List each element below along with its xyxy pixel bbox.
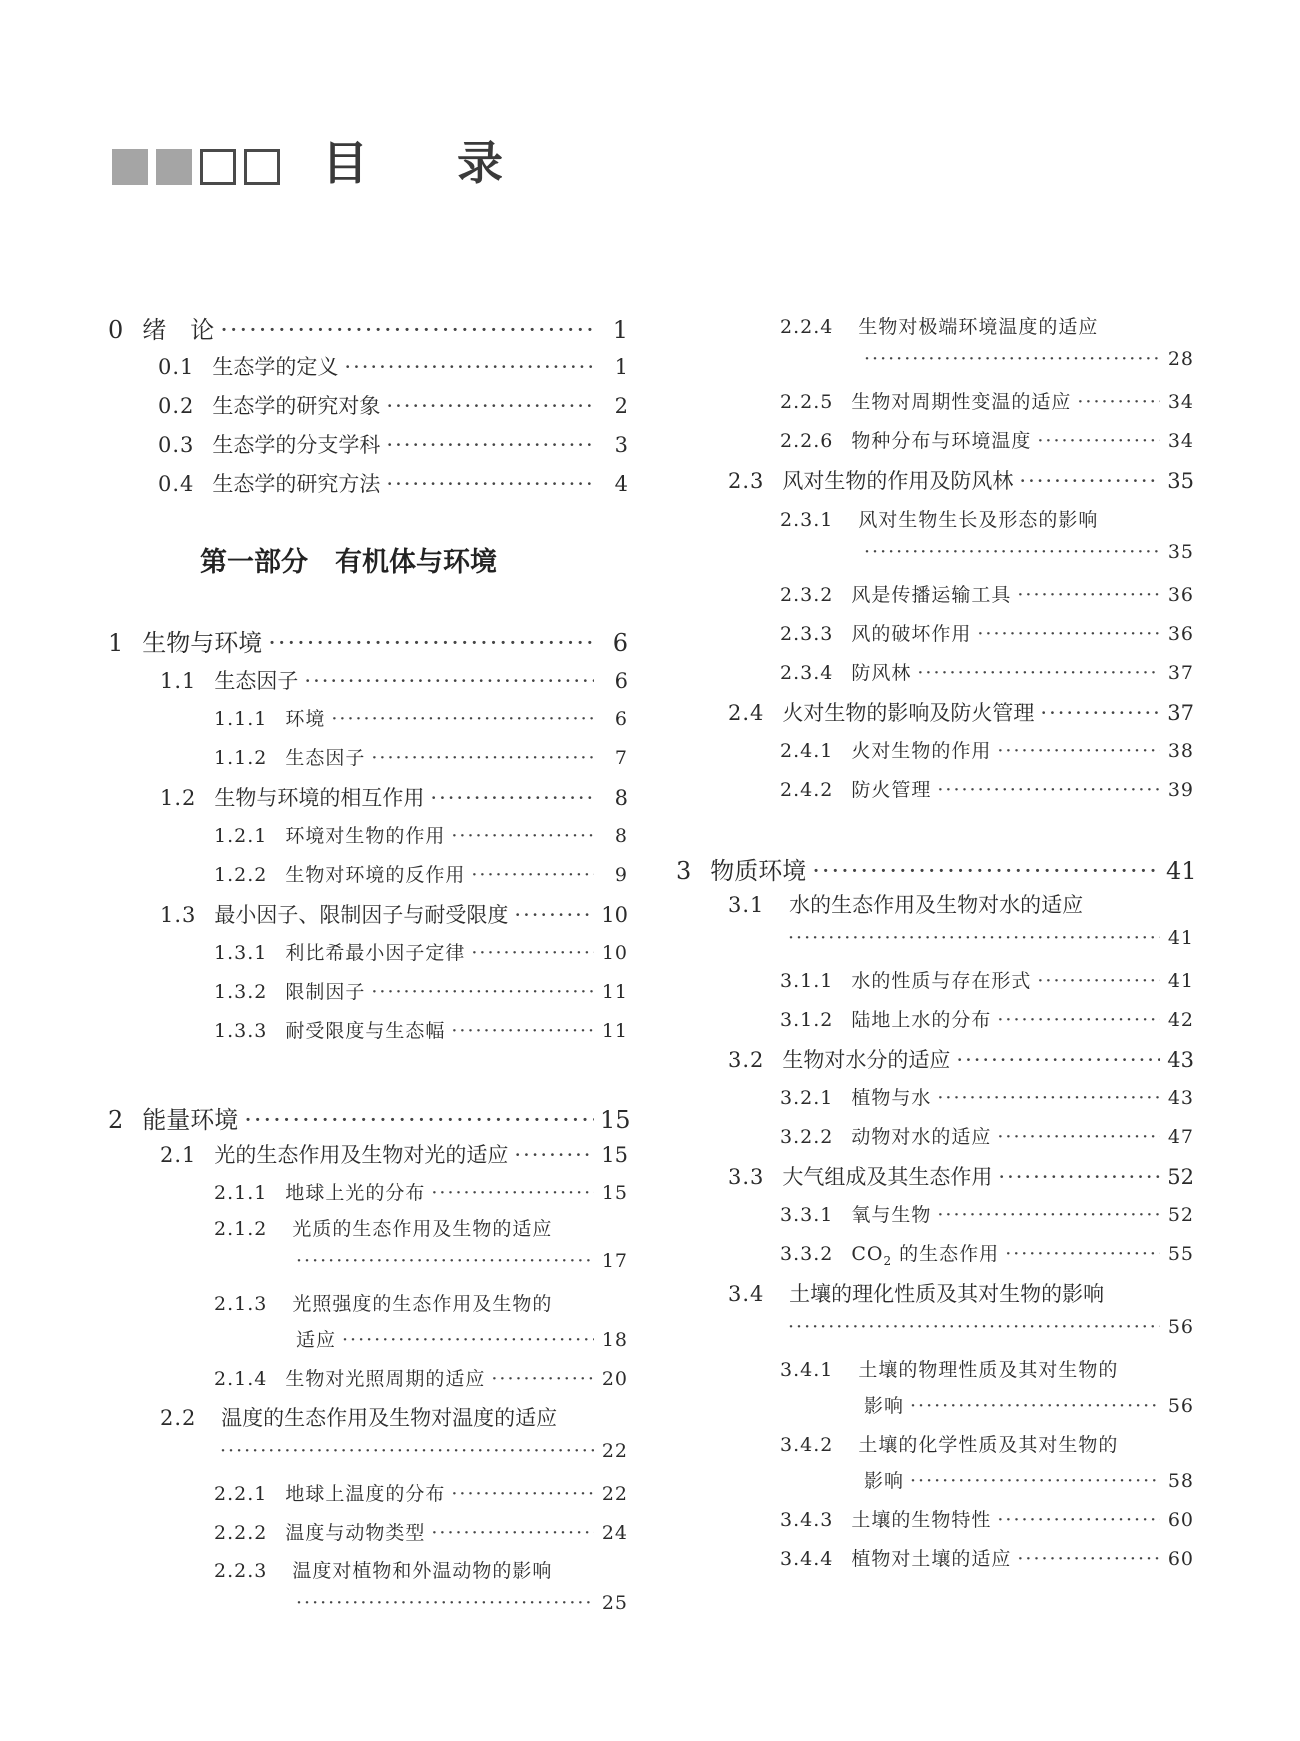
- entry-number: 1.2.2: [214, 864, 268, 886]
- entry-number: 1.3.2: [214, 981, 268, 1003]
- entry-title: 地球上光的分布: [285, 1182, 426, 1204]
- entry-title: 生态学的定义: [212, 355, 339, 379]
- toc-subsection-2-2-4-leader: [864, 348, 1194, 370]
- dot-leader: [268, 629, 594, 657]
- page-number: 52: [1167, 1165, 1194, 1189]
- dot-leader: [917, 662, 1160, 684]
- entry-number: 3.1.1: [780, 970, 834, 992]
- header-icons: [112, 140, 288, 194]
- dot-leader: [220, 1440, 594, 1462]
- entry-title: 土壤的物理性质及其对生物的: [858, 1359, 1119, 1381]
- page-title-part1: 目: [322, 136, 368, 190]
- entry-title: 生态学的分支学科: [212, 433, 381, 457]
- page-number: 42: [1167, 1009, 1194, 1031]
- page-number: 55: [1167, 1243, 1194, 1265]
- page-number: 41: [1167, 927, 1194, 949]
- page-number: 6: [612, 629, 628, 657]
- entry-number: 0.1: [158, 355, 195, 379]
- entry-title: 动物对水的适应: [851, 1126, 992, 1148]
- page-number: 15: [600, 1106, 631, 1134]
- entry-number: 3.3.1: [780, 1204, 834, 1226]
- entry-title: 陆地上水的分布: [851, 1009, 992, 1031]
- entry-number: 1.3: [160, 903, 197, 927]
- entry-title: 水的生态作用及生物对水的适应: [789, 893, 1084, 917]
- dot-leader: [342, 1329, 594, 1351]
- entry-title: 光质的生态作用及生物的适应: [292, 1218, 553, 1240]
- entry-number: 2.2.3: [214, 1560, 268, 1582]
- entry-title: 土壤的理化性质及其对生物的影响: [789, 1282, 1105, 1306]
- dot-leader: [471, 864, 594, 886]
- page-number: 2: [614, 394, 628, 418]
- entry-number: 3.2: [728, 1048, 765, 1072]
- entry-title: 光照强度的生态作用及生物的: [292, 1293, 553, 1315]
- page-number: 36: [1167, 584, 1194, 606]
- dot-leader: [296, 1592, 594, 1614]
- entry-title: [833, 1239, 999, 1268]
- entry-title: 火对生物的作用: [851, 740, 992, 762]
- entry-title: 环境: [285, 708, 326, 730]
- entry-title: 生态因子: [214, 669, 299, 693]
- toc-subsection-2-2-6[interactable]: [780, 426, 1194, 453]
- entry-title: 生物对环境的反作用: [285, 864, 466, 886]
- toc-section-2-1[interactable]: [160, 1139, 628, 1169]
- toc-subsection-2-1-4[interactable]: [214, 1364, 628, 1391]
- entry-title: 生物对光照周期的适应: [285, 1368, 486, 1390]
- toc-subsection-3-2-1[interactable]: [780, 1083, 1194, 1110]
- page-number: 10: [601, 942, 628, 964]
- entry-title: 温度对植物和外温动物的影响: [292, 1560, 553, 1582]
- page-number: 37: [1167, 701, 1194, 725]
- toc-subsection-2-3-4[interactable]: [780, 658, 1194, 685]
- toc-subsection-2-4-1[interactable]: [780, 736, 1194, 763]
- empty-square-icon: [200, 149, 236, 185]
- dot-leader: [1077, 391, 1160, 413]
- dot-leader: [997, 1509, 1160, 1531]
- entry-title: 生态学的研究方法: [212, 472, 381, 496]
- toc-section-3-2[interactable]: [728, 1044, 1194, 1074]
- toc-subsection-2-3-1-leader: [864, 541, 1194, 563]
- toc-section-3-3[interactable]: [728, 1161, 1194, 1191]
- toc-subsection-1-3-3[interactable]: [214, 1016, 628, 1043]
- toc-section-3-1[interactable]: [728, 889, 1083, 919]
- entry-title: 光的生态作用及生物对光的适应: [214, 1143, 509, 1167]
- dot-leader: [812, 857, 1160, 885]
- toc-subsection-3-4-4[interactable]: [780, 1544, 1194, 1571]
- dot-leader: [431, 1522, 594, 1544]
- toc-section-1-3[interactable]: [160, 899, 628, 929]
- entry-title: 生物与环境: [142, 629, 263, 657]
- page-number: 43: [1167, 1048, 1194, 1072]
- page-number: 7: [614, 747, 628, 769]
- entry-title-continued: 影响: [864, 1395, 905, 1417]
- page-number: 39: [1167, 779, 1194, 801]
- page-number: 4: [614, 472, 628, 496]
- entry-number: 3.1.2: [780, 1009, 834, 1031]
- entry-number: 1.2: [160, 786, 197, 810]
- entry-number: 1.2.1: [214, 825, 268, 847]
- page-number: 60: [1167, 1548, 1194, 1570]
- page-number: 41: [1167, 970, 1194, 992]
- toc-subsection-3-4-2-cont: [864, 1466, 1194, 1493]
- page-number: 34: [1167, 430, 1194, 452]
- toc-subsection-2-1-3-cont: [296, 1325, 628, 1352]
- part-heading: 第一部分 有机体与环境: [200, 547, 497, 578]
- entry-title: 环境对生物的作用: [285, 825, 446, 847]
- page-number: 47: [1167, 1126, 1194, 1148]
- toc-subsection-2-2-5[interactable]: [780, 387, 1194, 414]
- page-number: 37: [1167, 662, 1194, 684]
- dot-leader: [386, 394, 594, 418]
- toc-subsection-2-4-2[interactable]: [780, 775, 1194, 802]
- entry-number: 2.4: [728, 701, 765, 725]
- page-number: 15: [601, 1182, 628, 1204]
- dot-leader: [1019, 469, 1160, 493]
- empty-square-icon: [244, 149, 280, 185]
- entry-number: 0.3: [158, 433, 195, 457]
- entry-title: 植物与水: [851, 1087, 932, 1109]
- page-number: 25: [601, 1592, 628, 1614]
- toc-subsection-2-3-1[interactable]: [780, 505, 1098, 532]
- page-number: 22: [601, 1483, 628, 1505]
- dot-leader: [1037, 430, 1160, 452]
- entry-number: 2.2.6: [780, 430, 834, 452]
- entry-number: 2.3.1: [780, 509, 834, 531]
- dot-leader: [514, 1143, 594, 1167]
- entry-number: 0: [108, 316, 125, 344]
- entry-title: 生态因子: [285, 747, 366, 769]
- entry-number: 3.3.2: [780, 1243, 834, 1265]
- dot-leader: [371, 747, 594, 769]
- dot-leader: [430, 786, 594, 810]
- entry-title: 氧与生物: [851, 1204, 932, 1226]
- page-number: 60: [1167, 1509, 1194, 1531]
- page-number: 10: [601, 903, 628, 927]
- dot-leader: [1005, 1243, 1160, 1265]
- toc-chapter-1[interactable]: [108, 623, 628, 658]
- entry-number: 2: [108, 1106, 125, 1134]
- entry-number: 1.1: [160, 669, 197, 693]
- toc-subsection-2-3-3[interactable]: [780, 619, 1194, 646]
- dot-leader: [788, 1316, 1160, 1338]
- page-number: 34: [1167, 391, 1194, 413]
- toc-subsection-2-1-1[interactable]: [214, 1178, 628, 1205]
- page-number: 35: [1167, 541, 1194, 563]
- toc-section-3-4[interactable]: [728, 1278, 1104, 1308]
- dot-leader: [1017, 584, 1160, 606]
- entry-number: 2.2.2: [214, 1522, 268, 1544]
- entry-title: 风的破坏作用: [851, 623, 972, 645]
- dot-leader: [910, 1470, 1160, 1492]
- page-number: 6: [614, 708, 628, 730]
- page-number: 35: [1167, 469, 1194, 493]
- entry-number: 2.1.2: [214, 1218, 268, 1240]
- entry-title: 地球上温度的分布: [285, 1483, 446, 1505]
- entry-title: 生物对水分的适应: [782, 1048, 951, 1072]
- toc-section-0-1[interactable]: [158, 351, 628, 381]
- toc-subsection-3-1-1[interactable]: [780, 966, 1194, 993]
- toc-section-0-4[interactable]: [158, 468, 628, 498]
- toc-subsection-1-2-2[interactable]: [214, 860, 628, 887]
- dot-leader: [997, 1126, 1160, 1148]
- entry-title: 风对生物生长及形态的影响: [858, 509, 1099, 531]
- entry-number: 1.3.3: [214, 1020, 268, 1042]
- entry-number: 2.1.1: [214, 1182, 268, 1204]
- entry-title: 物质环境: [710, 857, 807, 885]
- toc-subsection-3-4-3[interactable]: [780, 1505, 1194, 1532]
- entry-title: 生物对极端环境温度的适应: [858, 316, 1099, 338]
- entry-title: 火对生物的影响及防火管理: [782, 701, 1035, 725]
- toc-subsection-1-3-1[interactable]: [214, 938, 628, 965]
- entry-number: 2.1: [160, 1143, 197, 1167]
- page-number: 56: [1167, 1316, 1194, 1338]
- toc-section-3-4-leader: [788, 1316, 1194, 1338]
- dot-leader: [788, 927, 1160, 949]
- entry-number: 3.2.1: [780, 1087, 834, 1109]
- entry-title: 限制因子: [285, 981, 366, 1003]
- dot-leader: [997, 740, 1160, 762]
- entry-number: 1.3.1: [214, 942, 268, 964]
- entry-title: 防火管理: [851, 779, 932, 801]
- page-number: 52: [1167, 1204, 1194, 1226]
- toc-chapter-0[interactable]: [108, 310, 628, 345]
- toc-subsection-3-3-2[interactable]: [780, 1239, 1194, 1268]
- page-number: 58: [1167, 1470, 1194, 1492]
- dot-leader: [451, 825, 594, 847]
- entry-number: 2.3.4: [780, 662, 834, 684]
- entry-number: 2.1.3: [214, 1293, 268, 1315]
- toc-section-1-2[interactable]: [160, 782, 628, 812]
- dot-leader: [1017, 1548, 1160, 1570]
- dot-leader: [956, 1048, 1160, 1072]
- entry-number: 2.2.4: [780, 316, 834, 338]
- entry-number: 0.4: [158, 472, 195, 496]
- toc-subsection-2-2-3[interactable]: [214, 1556, 552, 1583]
- toc-section-0-3[interactable]: [158, 429, 628, 459]
- page-number: 15: [601, 1143, 628, 1167]
- dot-leader: [1037, 970, 1160, 992]
- dot-leader: [344, 355, 594, 379]
- entry-title-continued: 影响: [864, 1470, 905, 1492]
- entry-number: 3.4: [728, 1282, 765, 1306]
- page-number: 1: [612, 316, 628, 344]
- toc-chapter-3[interactable]: [676, 851, 1197, 886]
- toc-section-0-2[interactable]: [158, 390, 628, 420]
- page-number: 56: [1167, 1395, 1194, 1417]
- page-number: 17: [601, 1250, 628, 1272]
- toc-subsection-2-2-2[interactable]: [214, 1518, 628, 1545]
- entry-number: 1.1.1: [214, 708, 268, 730]
- toc-section-1-1[interactable]: [160, 665, 628, 695]
- toc-subsection-3-2-2[interactable]: [780, 1122, 1194, 1149]
- toc-chapter-2[interactable]: [108, 1100, 631, 1135]
- filled-square-icon: [112, 149, 148, 185]
- entry-title: 耐受限度与生态幅: [285, 1020, 446, 1042]
- dot-leader: [244, 1106, 594, 1134]
- page-title-part2: 录: [457, 136, 503, 190]
- dot-leader: [386, 433, 594, 457]
- entry-title: 土壤的化学性质及其对生物的: [858, 1434, 1119, 1456]
- toc-subsection-2-1-3[interactable]: [214, 1289, 552, 1316]
- entry-title: 防风林: [851, 662, 912, 684]
- entry-number: 2.4.1: [780, 740, 834, 762]
- page-number: 41: [1166, 857, 1197, 885]
- toc-section-3-1-leader: [788, 927, 1194, 949]
- entry-title: 温度的生态作用及生物对温度的适应: [221, 1406, 558, 1430]
- dot-leader: [937, 1087, 1160, 1109]
- dot-leader: [910, 1395, 1160, 1417]
- dot-leader: [491, 1368, 594, 1390]
- dot-leader: [864, 541, 1160, 563]
- dot-leader: [997, 1009, 1160, 1031]
- page-number: 28: [1167, 348, 1194, 370]
- entry-title: 绪 论: [142, 316, 215, 344]
- entry-title: 水的性质与存在形式: [851, 970, 1032, 992]
- page-number: 3: [614, 433, 628, 457]
- entry-number: 3.4.4: [780, 1548, 834, 1570]
- entry-number: 1.1.2: [214, 747, 268, 769]
- entry-title: 土壤的生物特性: [851, 1509, 992, 1531]
- entry-title: 最小因子、限制因子与耐受限度: [214, 903, 509, 927]
- toc-subsection-3-3-1[interactable]: [780, 1200, 1194, 1227]
- dot-leader: [304, 669, 594, 693]
- page-number: 18: [601, 1329, 628, 1351]
- entry-number: 2.3: [728, 469, 765, 493]
- entry-title: 能量环境: [142, 1106, 239, 1134]
- entry-number: 2.1.4: [214, 1368, 268, 1390]
- entry-number: 3.4.2: [780, 1434, 834, 1456]
- entry-number: 3.3: [728, 1165, 765, 1189]
- entry-number: 3.1: [728, 893, 765, 917]
- dot-leader: [331, 708, 594, 730]
- dot-leader: [977, 623, 1160, 645]
- dot-leader: [937, 779, 1160, 801]
- entry-number: 0.2: [158, 394, 195, 418]
- dot-leader: [371, 981, 594, 1003]
- entry-title-suffix: 的生态作用: [899, 1243, 1000, 1265]
- page-number: 8: [614, 786, 628, 810]
- entry-title: 大气组成及其生态作用: [782, 1165, 993, 1189]
- entry-number: 2.2.1: [214, 1483, 268, 1505]
- toc-subsection-3-4-2[interactable]: [780, 1430, 1118, 1457]
- entry-title: 生物对周期性变温的适应: [851, 391, 1072, 413]
- page-number: 36: [1167, 623, 1194, 645]
- entry-title-continued: 适应: [296, 1329, 337, 1351]
- toc-subsection-1-1-1[interactable]: [214, 704, 628, 731]
- co2-subscript: 2: [883, 1253, 893, 1268]
- toc-subsection-2-1-2[interactable]: [214, 1214, 552, 1241]
- entry-number: 2.2: [160, 1406, 197, 1430]
- page-number: 22: [601, 1440, 628, 1462]
- page-number: 9: [614, 864, 628, 886]
- toc-subsection-2-2-3-leader: [296, 1592, 628, 1614]
- entry-number: 2.2.5: [780, 391, 834, 413]
- toc-section-2-2-leader: [220, 1440, 628, 1462]
- page-number: 8: [614, 825, 628, 847]
- dot-leader: [514, 903, 594, 927]
- entry-title: 植物对土壤的适应: [851, 1548, 1012, 1570]
- page-number: 1: [614, 355, 628, 379]
- page-number: 6: [614, 669, 628, 693]
- entry-number: 3.2.2: [780, 1126, 834, 1148]
- entry-number: 2.3.2: [780, 584, 834, 606]
- dot-leader: [296, 1250, 594, 1272]
- dot-leader: [998, 1165, 1160, 1189]
- entry-title: 风是传播运输工具: [851, 584, 1012, 606]
- toc-subsection-3-4-1[interactable]: [780, 1355, 1118, 1382]
- dot-leader: [431, 1182, 594, 1204]
- entry-number: 2.3.3: [780, 623, 834, 645]
- dot-leader: [937, 1204, 1160, 1226]
- entry-title: 风对生物的作用及防风林: [782, 469, 1014, 493]
- toc-subsection-1-1-2[interactable]: [214, 743, 628, 770]
- dot-leader: [451, 1020, 594, 1042]
- entry-title: 温度与动物类型: [285, 1522, 426, 1544]
- entry-number: 3.4.1: [780, 1359, 834, 1381]
- dot-leader: [220, 316, 594, 344]
- page-number: 11: [601, 1020, 628, 1042]
- toc-subsection-3-4-1-cont: [864, 1391, 1194, 1418]
- entry-number: 3: [676, 857, 693, 885]
- dot-leader: [386, 472, 594, 496]
- entry-title: 生态学的研究对象: [212, 394, 381, 418]
- entry-title: 物种分布与环境温度: [851, 430, 1032, 452]
- toc-subsection-2-2-4[interactable]: [780, 312, 1098, 339]
- dot-leader: [864, 348, 1160, 370]
- page-number: 43: [1167, 1087, 1194, 1109]
- co2-formula: CO: [851, 1243, 884, 1265]
- entry-number: 3.4.3: [780, 1509, 834, 1531]
- page-number: 20: [601, 1368, 628, 1390]
- entry-title: 利比希最小因子定律: [285, 942, 466, 964]
- toc-subsection-3-1-2[interactable]: [780, 1005, 1194, 1032]
- page-number: 11: [601, 981, 628, 1003]
- entry-number: 2.4.2: [780, 779, 834, 801]
- dot-leader: [451, 1483, 594, 1505]
- entry-number: 1: [108, 629, 125, 657]
- toc-subsection-2-2-1[interactable]: [214, 1479, 628, 1506]
- toc-subsection-2-1-2-leader: [296, 1250, 628, 1272]
- toc-section-2-2[interactable]: [160, 1402, 557, 1432]
- filled-square-icon: [156, 149, 192, 185]
- toc-subsection-1-3-2[interactable]: [214, 977, 628, 1004]
- toc-section-2-4[interactable]: [728, 697, 1194, 727]
- toc-subsection-2-3-2[interactable]: [780, 580, 1194, 607]
- page-number: 38: [1167, 740, 1194, 762]
- toc-section-2-3[interactable]: [728, 465, 1194, 495]
- dot-leader: [471, 942, 594, 964]
- dot-leader: [1040, 701, 1160, 725]
- entry-title: 生物与环境的相互作用: [214, 786, 425, 810]
- page-number: 24: [601, 1522, 628, 1544]
- toc-subsection-1-2-1[interactable]: [214, 821, 628, 848]
